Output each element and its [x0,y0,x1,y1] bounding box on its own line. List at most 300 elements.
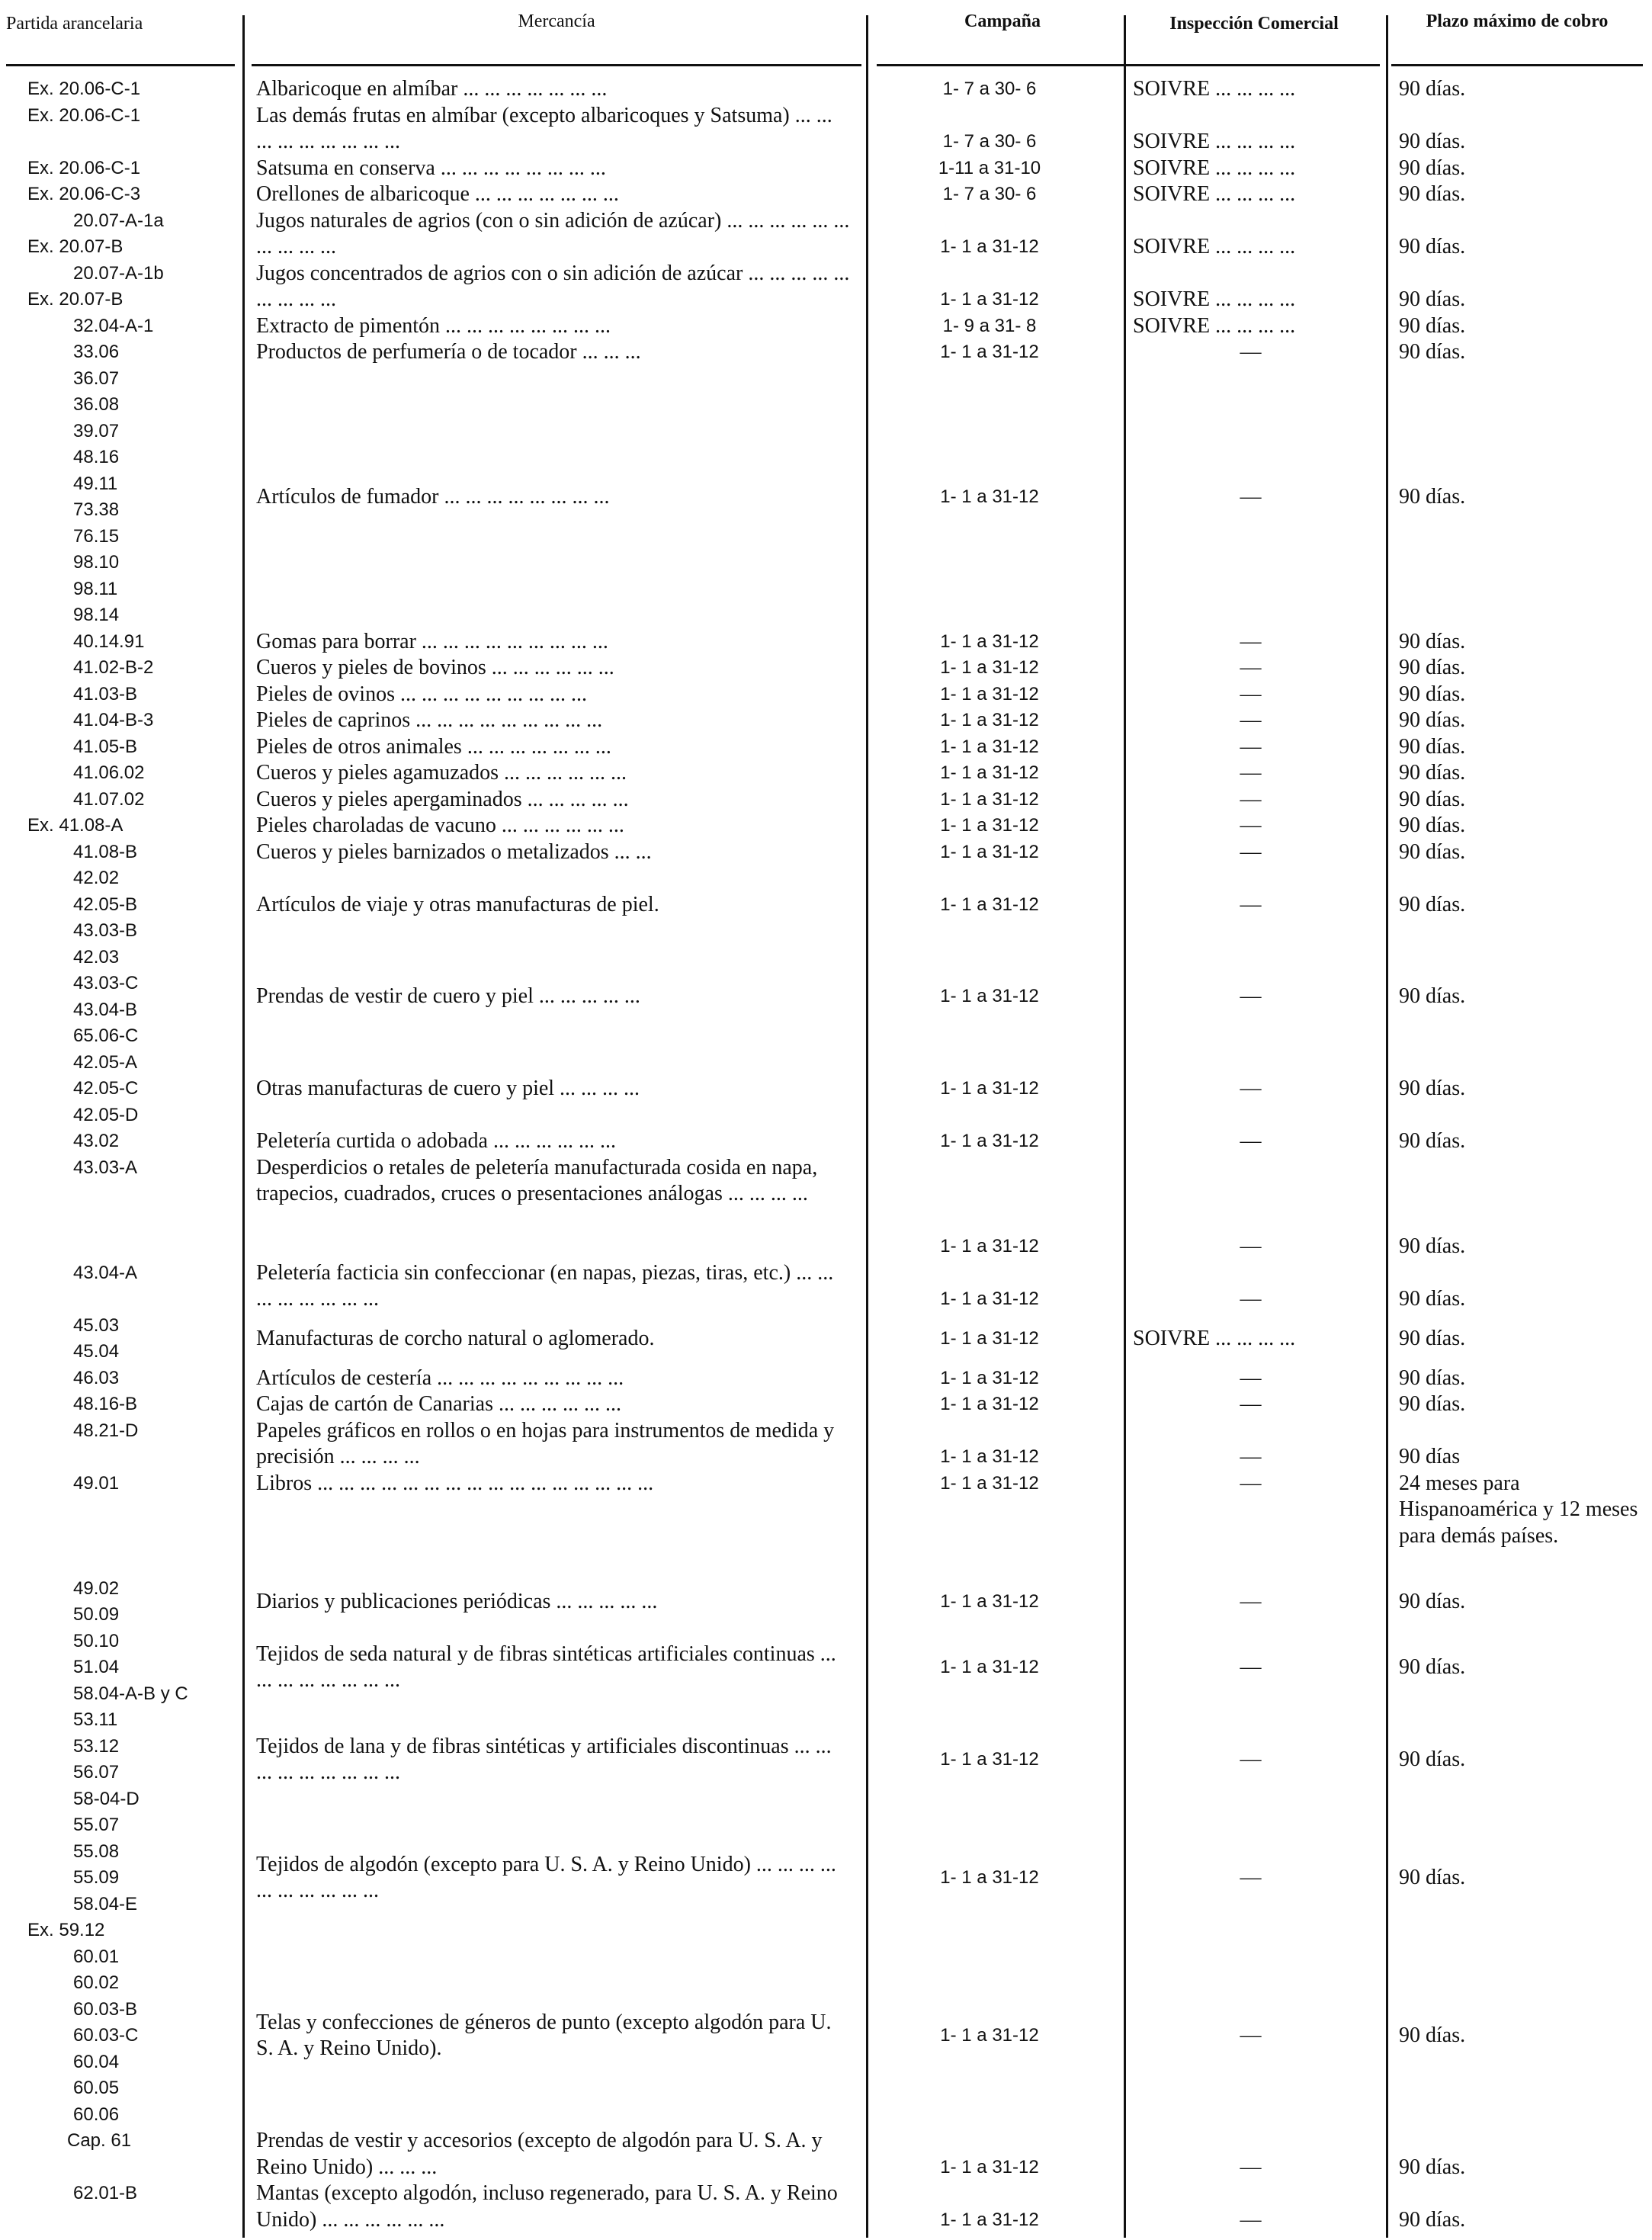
partida-cell [0,1576,242,1629]
partida-code: 53.12 [73,1735,120,1757]
partida-code: 53.11 [73,1709,118,1730]
partida-cell [0,103,242,156]
campana-cell: 1- 1 a 31-12 [940,1394,1039,1414]
table-row [0,76,1652,103]
table-row [0,1629,1652,1708]
mercancia-cell [242,1812,860,1944]
campana-cell: 1- 1 a 31-12 [940,1446,1039,1467]
plazo-cell: 90 días. [1399,1234,1466,1258]
table-row [0,1050,1652,1129]
plazo-cell: 90 días. [1399,761,1466,785]
inspeccion-text: — [1240,1366,1262,1390]
partida-code [0,1497,238,1523]
partida-cell [0,1944,242,2129]
table-row [0,1812,1652,1944]
partida-code: 42.05-A [73,1051,138,1073]
inspeccion-text: — [1240,1287,1262,1311]
mercancia-text: Gomas para borrar ... ... ... ... ... ... ... ... ... [256,629,608,653]
inspeccion-cell [1119,1076,1382,1102]
partida-code: 60.05 [73,2078,120,2098]
plazo-cell: 90 días. [1399,156,1466,180]
partida-code: 58-04-D [73,1788,140,1809]
header-mercancia: Mercancía [518,11,595,31]
partida-cell [0,1313,242,1366]
header-campana: Campaña [964,11,1041,31]
mercancia-cell [242,76,860,103]
table-row [0,1944,1652,2129]
partida-code: Ex. 20.06-C-3 [27,184,141,204]
partida-cell [0,339,242,366]
mercancia-text: Satsuma en conserva ... ... ... ... ... ... ... ... [256,156,606,180]
partida-code: 55.07 [73,1815,120,1835]
mercancia-text: Cueros y pieles apergaminados ... ... ... ... ... [256,787,629,811]
partida-code: Ex. 20.07-B [27,289,123,310]
table-row [0,261,1652,313]
partida-cell [0,261,242,313]
partida-code: 42.05-C [73,1078,139,1099]
partida-code: 42.02 [73,868,120,888]
campana-cell: 1- 1 a 31-12 [940,2156,1039,2177]
mercancia-text: Mantas (excepto algodón, incluso regenerado, para U. S. A. y Reino Unido) ... ... ... ... ... ... [256,2181,843,2232]
plazo-cell: 90 días. [1399,1326,1466,1350]
partida-cell [0,1050,242,1129]
partida-code: 60.04 [73,2051,120,2072]
mercancia-text: Telas y confecciones de géneros de punto (excepto algodón para U. S. A. y Reino Unido). [256,2010,837,2061]
partida-code: 60.01 [73,1946,120,1967]
inspeccion-cell [1119,339,1382,366]
table-row [0,2128,1652,2181]
plazo-cell: 90 días. [1399,287,1466,311]
mercancia-text: Albaricoque en almíbar ... ... ... ... ... ... ... [256,77,608,101]
mercancia-cell [242,181,860,208]
inspeccion-text: — [1240,734,1262,759]
partida-code: Ex. 59.12 [27,1920,105,1940]
partida-code: 46.03 [73,1367,120,1388]
campana-cell: 1- 1 a 31-12 [940,289,1039,310]
inspeccion-text: — [1240,629,1262,653]
partida-code: 45.03 [73,1314,120,1336]
mercancia-text: Peletería facticia sin confeccionar (en napas, piezas, tiras, etc.) ... ... ... ... ... ... ... ... [256,1260,839,1311]
partida-code: Ex. 41.08-A [27,815,123,836]
inspeccion-cell [1119,1128,1382,1155]
partida-cell [0,2181,242,2233]
partida-code [0,1444,238,1471]
inspeccion-text: — [1240,1077,1262,1100]
mercancia-text: Prendas de vestir y accesorios (excepto de algodón para U. S. A. y Reino Unido) ... ... ... [256,2129,828,2179]
partida-code: 55.08 [73,1840,120,1862]
partida-code: Ex. 20.06-C-1 [27,104,141,126]
inspeccion-cell [1119,734,1382,761]
mercancia-cell [242,208,860,261]
table-body [0,76,1652,2233]
partida-code: 60.06 [73,2104,120,2125]
partida-cell [0,760,242,787]
plazo-cell: 90 días. [1399,2023,1466,2047]
mercancia-cell [242,865,860,945]
campana-cell: 1- 1 a 31-12 [940,986,1039,1007]
inspeccion-text: — [1240,2207,1262,2232]
inspeccion-cell [1119,760,1382,787]
partida-code: 56.07 [73,1762,120,1783]
inspeccion-text: — [1240,340,1262,364]
plazo-cell: 90 días [1399,1445,1461,1468]
plazo-cell: 90 días. [1399,77,1466,101]
partida-cell [0,1155,242,1260]
inspeccion-cell [1119,287,1382,313]
partida-code [0,129,238,156]
mercancia-text: Tejidos de algodón (excepto para U. S. A. y Reino Unido) ... ... ... ... ... ... ... ... ... ... [256,1852,842,1903]
plazo-cell: 90 días. [1399,484,1466,509]
mercancia-cell [242,839,860,866]
partida-code: 58.04-A-B y C [73,1683,188,1704]
partida-cell [0,629,242,656]
mercancia-text: Libros ... ... ... ... ... ... ... ... ... ... ... ... ... ... ... ... [256,1471,654,1495]
partida-code: 43.04-B [73,999,138,1020]
partida-code: 36.08 [73,394,120,415]
header-plazo: Plazo máximo de cobro [1426,11,1609,31]
campana-cell: 1- 1 a 31-12 [940,486,1039,507]
plazo-cell: 90 días. [1399,1129,1466,1153]
partida-code: 43.02 [73,1131,120,1151]
mercancia-cell [242,1366,860,1392]
plazo-cell: 90 días. [1399,1655,1466,1679]
inspeccion-cell [1119,76,1382,103]
inspeccion-cell [1119,1391,1382,1418]
mercancia-cell [242,103,860,156]
mercancia-cell [242,313,860,340]
partida-cell [0,734,242,761]
inspeccion-text: — [1240,656,1262,679]
mercancia-text: Manufacturas de corcho natural o aglomerado. [256,1326,655,1350]
table-row [0,1707,1652,1812]
table-row [0,1260,1652,1313]
table-row [0,760,1652,787]
mercancia-cell [242,156,860,182]
inspeccion-cell [1119,1366,1382,1392]
partida-code [0,1549,238,1576]
inspeccion-text: — [1240,682,1262,706]
plazo-cell: 90 días. [1399,734,1466,759]
campana-cell: 1- 1 a 31-12 [940,710,1039,730]
mercancia-text: Tejidos de seda natural y de fibras sintéticas artificiales continuas ... ... ... ... ... ... ... ... [256,1641,842,1693]
plazo-cell: 90 días. [1399,1366,1466,1390]
campana-cell: 1- 1 a 31-12 [940,841,1039,862]
table-row [0,1471,1652,1576]
inspeccion-text: SOIVRE ... ... ... ... [1133,182,1296,206]
header-rule [877,64,1128,66]
inspeccion-cell [1119,156,1382,182]
campana-cell: 1- 1 a 31-12 [940,1590,1039,1612]
plazo-cell: 90 días. [1399,130,1466,153]
plazo-cell: 90 días. [1399,814,1466,837]
inspeccion-text: — [1240,1589,1262,1613]
inspeccion-text: — [1240,2023,1262,2047]
mercancia-text: Artículos de fumador ... ... ... ... ... ... ... ... [256,484,610,509]
inspeccion-text: SOIVRE ... ... ... ... [1133,235,1296,258]
plazo-cell: 90 días. [1399,629,1466,653]
partida-cell [0,208,242,261]
inspeccion-text: — [1240,787,1262,811]
partida-cell [0,655,242,682]
campana-cell: 1- 1 a 31-12 [940,236,1039,257]
mercancia-cell [242,1155,860,1260]
mercancia-text: Extracto de pimentón ... ... ... ... ... ... ... ... [256,313,611,338]
partida-cell [0,1629,242,1708]
mercancia-text: Artículos de cestería ... ... ... ... ... ... ... ... ... [256,1366,624,1390]
table-row [0,339,1652,366]
mercancia-cell [242,629,860,656]
inspeccion-text: — [1240,761,1262,785]
mercancia-cell [242,366,860,629]
plazo-cell: 90 días. [1399,1747,1466,1771]
header-rule [1128,64,1380,66]
plazo-cell: 90 días. [1399,235,1466,258]
inspeccion-cell [1119,1326,1382,1353]
campana-cell: 1- 1 a 31-12 [940,1367,1039,1388]
campana-cell: 1- 1 a 31-12 [940,736,1039,757]
campana-cell: 1- 1 a 31-12 [940,1748,1039,1770]
inspeccion-cell [1119,1589,1382,1616]
partida-code: 48.16-B [73,1394,138,1414]
partida-code: 36.07 [73,367,120,389]
partida-code: 49.01 [73,1472,120,1494]
table-row [0,1313,1652,1366]
table-row [0,865,1652,945]
mercancia-cell [242,787,860,814]
inspeccion-text: — [1240,839,1262,864]
mercancia-cell [242,760,860,787]
table-row [0,1366,1652,1392]
table-row [0,1418,1652,1471]
campana-cell: 1-11 a 31-10 [938,157,1041,178]
mercancia-text: Orellones de albaricoque ... ... ... ... ... ... ... [256,182,619,206]
inspeccion-cell [1119,2155,1382,2181]
partida-cell [0,708,242,734]
table-row [0,313,1652,340]
table-row [0,734,1652,761]
mercancia-cell [242,1707,860,1812]
mercancia-cell [242,1629,860,1708]
inspeccion-text: — [1240,1445,1262,1468]
plazo-cell: 90 días. [1399,708,1466,732]
inspeccion-cell [1119,892,1382,919]
mercancia-text: Artículos de viaje y otras manufacturas de piel. [256,892,659,916]
partida-code: Ex. 20.06-C-1 [27,157,141,178]
inspeccion-text: SOIVRE ... ... ... ... [1133,1326,1296,1350]
mercancia-text: Prendas de vestir de cuero y piel ... ... ... ... ... [256,984,640,1009]
inspeccion-text: — [1240,1866,1262,1889]
inspeccion-cell [1119,813,1382,839]
inspeccion-text: — [1240,1747,1262,1771]
partida-cell [0,787,242,814]
plazo-cell: 24 meses para Hispanoamérica y 12 meses para demás países. [1399,1471,1644,1548]
plazo-cell: 90 días. [1399,656,1466,679]
mercancia-text: Las demás frutas en almíbar (excepto albaricoques y Satsuma) ... ... ... ... ... ... ... ... ... [256,103,838,153]
inspeccion-cell [1119,1654,1382,1681]
mercancia-cell [242,682,860,708]
campana-cell: 1- 1 a 31-12 [940,342,1039,362]
table-row [0,156,1652,182]
inspeccion-cell [1119,839,1382,866]
partida-cell [0,366,242,629]
table-row [0,813,1652,839]
partida-code: 76.15 [73,525,120,547]
table-row [0,629,1652,656]
mercancia-cell [242,1944,860,2129]
campana-cell: 1- 1 a 31-12 [940,1867,1039,1888]
partida-code: 42.05-D [73,1104,139,1125]
plazo-cell: 90 días. [1399,182,1466,206]
inspeccion-text: SOIVRE ... ... ... ... [1133,287,1296,311]
mercancia-cell [242,1418,860,1471]
partida-cell [0,1812,242,1944]
partida-cell [0,1366,242,1392]
partida-code [0,1234,238,1260]
partida-code: 40.14.91 [73,631,145,652]
partida-code: 43.03-C [73,973,139,993]
mercancia-cell [242,813,860,839]
inspeccion-text: — [1240,1129,1262,1153]
partida-cell [0,181,242,208]
partida-code [0,1208,238,1234]
mercancia-text: Pieles de caprinos ... ... ... ... ... ... ... ... ... [256,708,603,732]
partida-code: 43.04-A [73,1262,138,1283]
mercancia-cell [242,2181,860,2233]
table-row [0,2181,1652,2233]
inspeccion-cell [1119,1444,1382,1471]
table-row [0,103,1652,156]
campana-cell: 1- 1 a 31-12 [940,657,1039,678]
inspeccion-text: — [1240,1471,1262,1495]
inspeccion-cell [1119,1471,1382,1497]
inspeccion-cell [1119,234,1382,261]
partida-cell [0,839,242,866]
inspeccion-cell [1119,484,1382,511]
table-row [0,839,1652,866]
campana-cell: 1- 7 a 30- 6 [942,79,1037,99]
mercancia-text: Jugos naturales de agrios (con o sin adición de azúcar) ... ... ... ... ... ... ... ... ... ... [256,208,855,258]
partida-code: 20.07-A-1b [73,262,164,284]
inspeccion-cell [1119,2207,1382,2234]
partida-code: 41.02-B-2 [73,657,154,678]
inspeccion-text: SOIVRE ... ... ... ... [1133,130,1296,153]
inspeccion-cell [1119,1865,1382,1892]
inspeccion-text: — [1240,892,1262,916]
partida-code: 33.06 [73,342,120,362]
partida-cell [0,1471,242,1576]
mercancia-text: Desperdicios o retales de peletería manufacturada cosida en napa, trapecios, cuadrados, cruces o presentaciones análogas ... ... ... ... [256,1155,823,1205]
inspeccion-text: — [1240,2155,1262,2179]
mercancia-cell [242,655,860,682]
mercancia-cell [242,734,860,761]
mercancia-text: Papeles gráficos en rollos o en hojas para instrumentos de medida y precisión ... ... ... ... [256,1418,840,1468]
table-header [0,0,1652,69]
partida-code: 58.04-E [73,1893,138,1914]
table-row [0,1391,1652,1418]
campana-cell: 1- 1 a 31-12 [940,1288,1039,1309]
inspeccion-text: — [1240,984,1262,1009]
mercancia-cell [242,708,860,734]
partida-cell [0,682,242,708]
partida-code [0,2155,238,2181]
partida-cell [0,865,242,945]
inspeccion-text: — [1240,1234,1262,1258]
campana-cell: 1- 1 a 31-12 [940,1078,1039,1099]
mercancia-text: Jugos concentrados de agrios con o sin adición de azúcar ... ... ... ... ... ... ... ... ... [256,261,855,311]
partida-code: 32.04-A-1 [73,315,154,336]
inspeccion-cell [1119,787,1382,814]
inspeccion-text: SOIVRE ... ... ... ... [1133,77,1296,101]
mercancia-text: Pieles de otros animales ... ... ... ... ... ... ... [256,734,611,759]
mercancia-text: Pieles de ovinos ... ... ... ... ... ... ... ... ... [256,682,587,706]
campana-cell: 1- 1 a 31-12 [940,2025,1039,2046]
mercancia-text: Diarios y publicaciones periódicas ... ... ... ... ... [256,1589,658,1613]
partida-code: 41.04-B-3 [73,710,154,730]
header-partida: Partida arancelaria [6,14,143,34]
inspeccion-text: — [1240,1392,1262,1416]
partida-code: 55.09 [73,1867,120,1888]
partida-code: 41.07.02 [73,788,145,810]
partida-code: 45.04 [73,1341,120,1362]
partida-code: 39.07 [73,420,120,441]
inspeccion-text: — [1240,1655,1262,1679]
mercancia-cell [242,1313,860,1366]
partida-cell [0,1418,242,1471]
campana-cell: 1- 7 a 30- 6 [942,131,1037,152]
table-row [0,655,1652,682]
mercancia-text: Cajas de cartón de Canarias ... ... ... ... ... ... [256,1392,621,1416]
partida-code: 43.03-B [73,920,138,941]
mercancia-text: Peletería curtida o adobada ... ... ... ... ... ... [256,1129,616,1153]
partida-code: 60.02 [73,1972,120,1993]
partida-cell [0,1128,242,1155]
partida-code: 50.10 [73,1630,120,1651]
mercancia-text: Cueros y pieles barnizados o metalizados ... ... [256,839,652,864]
partida-cell [0,76,242,103]
table-row [0,787,1652,814]
partida-code [0,1523,238,1550]
campana-cell: 1- 1 a 31-12 [940,2209,1039,2230]
partida-cell [0,156,242,182]
plazo-cell: 90 días. [1399,1589,1466,1613]
plazo-cell: 90 días. [1399,984,1466,1009]
partida-cell [0,2128,242,2181]
inspeccion-cell [1119,682,1382,708]
mercancia-cell [242,261,860,313]
table-row [0,1128,1652,1155]
inspeccion-text: — [1240,814,1262,837]
inspeccion-cell [1119,1286,1382,1313]
mercancia-cell [242,1391,860,1418]
campana-cell: 1- 9 a 31- 8 [942,315,1037,336]
plazo-cell: 90 días. [1399,313,1466,338]
inspeccion-cell [1119,1747,1382,1773]
inspeccion-cell [1119,129,1382,156]
partida-code: 48.21-D [73,1420,139,1441]
table-row [0,1155,1652,1260]
header-inspeccion: Inspección Comercial [1169,14,1339,34]
mercancia-text: Cueros y pieles agamuzados ... ... ... ... ... ... [256,761,627,785]
partida-code: 49.11 [73,473,118,494]
campana-cell: 1- 1 a 31-12 [940,788,1039,810]
inspeccion-cell [1119,655,1382,682]
partida-code: 41.03-B [73,683,138,704]
inspeccion-cell [1119,984,1382,1010]
partida-code: 50.09 [73,1604,120,1625]
plazo-cell: 90 días. [1399,839,1466,864]
mercancia-cell [242,339,860,366]
table-row [0,682,1652,708]
